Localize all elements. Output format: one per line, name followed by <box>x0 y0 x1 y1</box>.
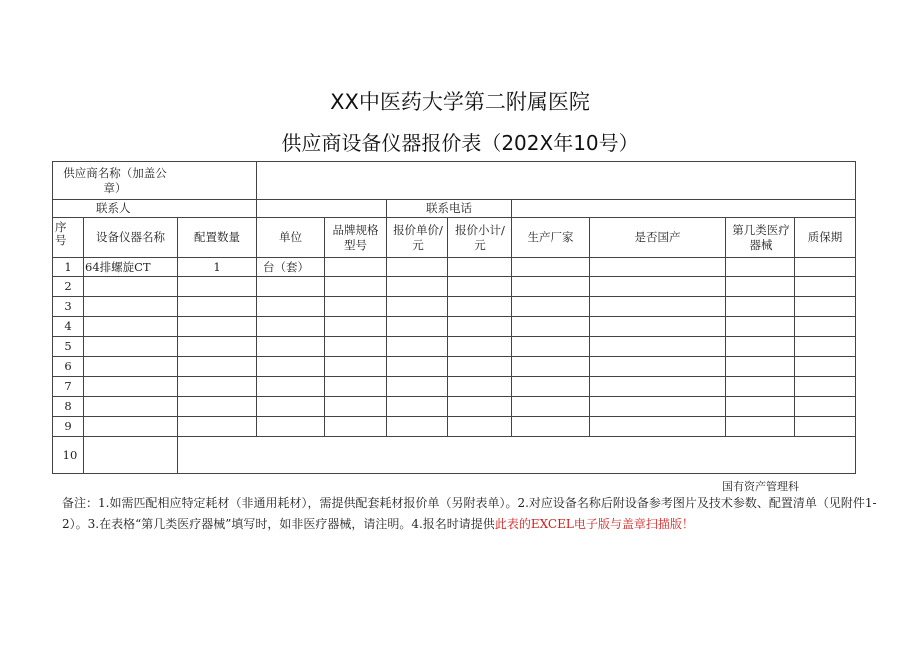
row-unit[interactable] <box>257 277 325 297</box>
row-class[interactable] <box>726 277 795 297</box>
row-class[interactable] <box>726 357 795 377</box>
row-subtotal[interactable] <box>448 357 512 377</box>
row-number: 6 <box>53 357 84 377</box>
row-warranty[interactable] <box>795 417 856 437</box>
row-class[interactable] <box>726 297 795 317</box>
row-quantity[interactable] <box>178 337 257 357</box>
row-merged-empty[interactable] <box>178 437 856 474</box>
contact-field[interactable] <box>257 200 387 218</box>
row-quantity[interactable] <box>178 417 257 437</box>
row-class[interactable] <box>726 337 795 357</box>
row-unit-price[interactable] <box>387 258 448 277</box>
row-spec[interactable] <box>325 277 387 297</box>
row-unit-price[interactable] <box>387 377 448 397</box>
row-device-name[interactable] <box>84 297 178 317</box>
hospital-title: XX中医药大学第二附属医院 <box>330 90 590 114</box>
row-domestic[interactable] <box>590 377 726 397</box>
row-subtotal[interactable] <box>448 417 512 437</box>
quotation-table <box>52 161 856 474</box>
row-unit-price[interactable] <box>387 417 448 437</box>
row-class[interactable] <box>726 397 795 417</box>
table-row <box>53 337 856 357</box>
row-domestic[interactable] <box>590 417 726 437</box>
row-unit[interactable] <box>257 357 325 377</box>
row-quantity[interactable] <box>178 397 257 417</box>
table-row <box>53 377 856 397</box>
row-number: 5 <box>53 337 84 357</box>
row-unit-price[interactable] <box>387 317 448 337</box>
row-warranty[interactable] <box>795 297 856 317</box>
row-device-name[interactable] <box>84 317 178 337</box>
header-row <box>53 218 856 258</box>
row-unit[interactable] <box>257 417 325 437</box>
supplier-name-field[interactable] <box>257 162 856 200</box>
row-device-name[interactable] <box>84 277 178 297</box>
row-spec[interactable] <box>325 297 387 317</box>
row-device-name[interactable] <box>84 437 178 474</box>
row-domestic[interactable] <box>590 397 726 417</box>
row-quantity[interactable] <box>178 317 257 337</box>
contact-label <box>53 200 257 218</box>
row-quantity[interactable] <box>178 357 257 377</box>
row-number: 8 <box>53 397 84 417</box>
contact-label-text: 联系人 <box>96 201 131 215</box>
row-number: 3 <box>53 297 84 317</box>
header-warranty: 质保期 <box>795 218 856 258</box>
row-warranty[interactable] <box>795 337 856 357</box>
row-subtotal[interactable] <box>448 258 512 277</box>
form-title: 供应商设备仪器报价表（202X年10号） <box>281 131 639 155</box>
header-class: 第几类医疗器械 <box>726 218 795 258</box>
supplier-name-label: 供应商名称（加盖公章） <box>53 162 257 200</box>
row-domestic[interactable] <box>590 258 726 277</box>
row-quantity[interactable]: 1 <box>178 258 257 277</box>
row-unit[interactable] <box>257 337 325 357</box>
header-domestic: 是否国产 <box>590 218 726 258</box>
header-unit-price: 报价单价/元 <box>387 218 448 258</box>
row-spec[interactable] <box>325 377 387 397</box>
header-unit: 单位 <box>257 218 325 258</box>
row-unit-price[interactable] <box>387 397 448 417</box>
row-subtotal[interactable] <box>448 377 512 397</box>
row-number: 2 <box>53 277 84 297</box>
row-spec[interactable] <box>325 417 387 437</box>
row-unit[interactable] <box>257 297 325 317</box>
row-unit-price[interactable] <box>387 297 448 317</box>
row-number: 9 <box>53 417 84 437</box>
header-maker: 生产厂家 <box>512 218 590 258</box>
department-label: 国有资产管理科 <box>722 480 799 493</box>
header-seq: 序号 <box>53 218 84 258</box>
row-quantity[interactable] <box>178 297 257 317</box>
table-row <box>53 258 856 277</box>
row-quantity[interactable] <box>178 277 257 297</box>
row-maker[interactable] <box>512 337 590 357</box>
row-device-name[interactable] <box>84 397 178 417</box>
remark-note <box>62 493 877 535</box>
row-maker[interactable] <box>512 277 590 297</box>
remark-text: 备注：1.如需匹配相应特定耗材（非通用耗材），需提供配套耗材报价单（另附表单）。2.对应设备名称后附设备参考图片及技术参数、配置清单（见附件1-2）。3.在表格“第几类医疗器械”填写时，如非医疗器械，请注明。4.报名时请提供 <box>62 496 877 531</box>
row-warranty[interactable] <box>795 317 856 337</box>
row-maker[interactable] <box>512 377 590 397</box>
row-domestic[interactable] <box>590 337 726 357</box>
row-maker[interactable] <box>512 397 590 417</box>
row-number: 10 <box>53 437 84 474</box>
row-subtotal[interactable] <box>448 277 512 297</box>
row-class[interactable] <box>726 258 795 277</box>
table-row <box>53 297 856 317</box>
row-maker[interactable] <box>512 258 590 277</box>
row-unit-price[interactable] <box>387 337 448 357</box>
row-class[interactable] <box>726 377 795 397</box>
row-domestic[interactable] <box>590 317 726 337</box>
row-spec[interactable] <box>325 317 387 337</box>
row-quantity[interactable] <box>178 377 257 397</box>
phone-field[interactable] <box>512 200 856 218</box>
row-maker[interactable] <box>512 417 590 437</box>
row-spec[interactable] <box>325 397 387 417</box>
table-row <box>53 317 856 337</box>
row-spec[interactable] <box>325 337 387 357</box>
row-unit[interactable] <box>257 317 325 337</box>
row-device-name[interactable] <box>84 337 178 357</box>
row-device-name[interactable] <box>84 357 178 377</box>
header-spec: 品牌规格型号 <box>325 218 387 258</box>
header-name: 设备仪器名称 <box>84 218 178 258</box>
row-unit[interactable]: 台（套） <box>257 258 325 277</box>
row-subtotal[interactable] <box>448 317 512 337</box>
row-warranty[interactable] <box>795 357 856 377</box>
row-number: 7 <box>53 377 84 397</box>
row-unit-price[interactable] <box>387 277 448 297</box>
row-domestic[interactable] <box>590 357 726 377</box>
row-domestic[interactable] <box>590 297 726 317</box>
phone-label: 联系电话 <box>387 200 512 218</box>
remark-highlight: 此表的EXCEL电子版与盖章扫描版！ <box>494 517 694 531</box>
row-maker[interactable] <box>512 317 590 337</box>
row-domestic[interactable] <box>590 277 726 297</box>
row-spec[interactable] <box>325 258 387 277</box>
row-class[interactable] <box>726 417 795 437</box>
table-row <box>53 357 856 377</box>
table-row <box>53 397 856 417</box>
row-device-name[interactable]: 64排螺旋CT <box>84 258 178 277</box>
table-row <box>53 277 856 297</box>
row-number: 4 <box>53 317 84 337</box>
row-warranty[interactable] <box>795 397 856 417</box>
row-warranty[interactable] <box>795 277 856 297</box>
row-device-name[interactable] <box>84 417 178 437</box>
row-subtotal[interactable] <box>448 337 512 357</box>
header-qty: 配置数量 <box>178 218 257 258</box>
row-device-name[interactable] <box>84 377 178 397</box>
header-subtotal: 报价小计/元 <box>448 218 512 258</box>
row-subtotal[interactable] <box>448 397 512 417</box>
row-number: 1 <box>53 258 84 277</box>
row-unit-price[interactable] <box>387 357 448 377</box>
row-subtotal[interactable] <box>448 297 512 317</box>
row-maker[interactable] <box>512 357 590 377</box>
row-class[interactable] <box>726 317 795 337</box>
table-row <box>53 417 856 437</box>
row-unit[interactable] <box>257 397 325 417</box>
row-maker[interactable] <box>512 297 590 317</box>
row-spec[interactable] <box>325 357 387 377</box>
row-warranty[interactable] <box>795 377 856 397</box>
row-unit[interactable] <box>257 377 325 397</box>
row-warranty[interactable] <box>795 258 856 277</box>
table-row <box>53 437 856 474</box>
